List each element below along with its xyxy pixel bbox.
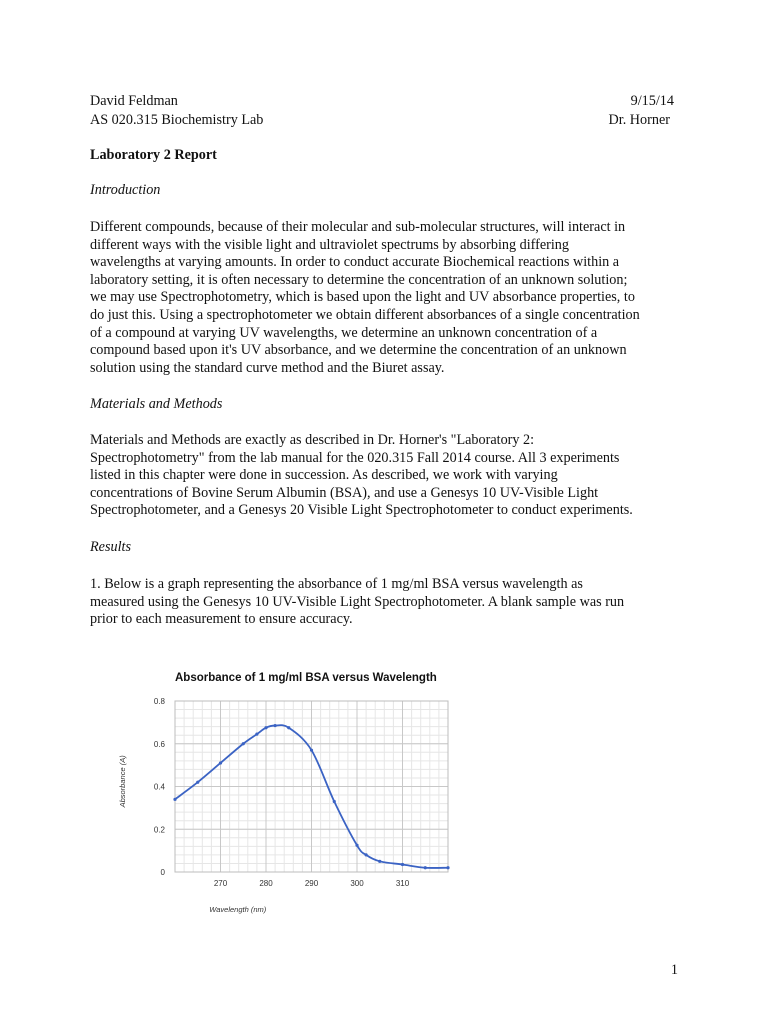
paragraph-line: different ways with the visible light and ultraviolet spectrums by absorbing differing [90,236,569,253]
paragraph-line: solution using the standard curve method and the Biuret assay. [90,359,445,376]
paragraph-line: 1. Below is a graph representing the absorbance of 1 mg/ml BSA versus wavelength as [90,576,583,592]
paragraph-line: listed in this chapter were done in succession. As described, we work with varying [90,467,558,484]
data-point [264,726,267,729]
paragraph-line: do just this. Using a spectrophotometer we obtain different absorbances of a single concentration [90,306,640,323]
paragraph-line: measured using the Genesys 10 UV-Visible Light Spectrophotometer. A blank sample was run [90,593,625,610]
paragraph-line: compound based upon it's UV absorbance, and we determine the concentration of an unknown [90,342,627,359]
data-point [446,866,449,869]
results-paragraph [90,576,680,629]
x-tick-label: 270 [213,879,228,888]
materials-heading: Materials and Methods [90,396,223,412]
header-row-1 [90,93,674,110]
paragraph-line: laboratory setting, it is often necessary to determine the concentration of an unknown solution; [90,271,628,288]
data-point [333,800,336,803]
data-point [274,724,277,727]
data-point [173,798,176,801]
paragraph-line: prior to each measurement to ensure accuracy. [90,611,353,628]
data-point [255,733,258,736]
data-point [424,866,427,869]
chart-title: Absorbance of 1 mg/ml BSA versus Wavelength [175,672,437,684]
paragraph-line: Materials and Methods are exactly as described in Dr. Horner's "Laboratory 2: [90,432,535,448]
y-tick-label: 0.4 [153,782,165,792]
paragraph-line: Different compounds, because of their molecular and sub-molecular structures, will interact in [90,219,626,235]
data-point [378,860,381,863]
paragraph-line: of a compound at varying UV wavelengths, we determine an unknown concentration of a [90,324,598,341]
data-point [310,749,313,752]
data-point [401,863,404,866]
x-tick-label: 280 [259,879,273,888]
header-row-2 [90,112,674,129]
paragraph-line: Spectrophotometer, and a Genesys 20 Visible Light Spectrophotometer to conduct experiments. [90,502,633,519]
paragraph-line: wavelengths at varying amounts. In order to conduct accurate Biochemical reactions within a [90,254,620,271]
author-name: David Feldman [90,93,178,109]
course-name: AS 020.315 Biochemistry Lab [90,112,264,128]
x-tick-label: 310 [395,879,410,888]
y-tick-label: 0.2 [153,825,165,835]
introduction-paragraph [90,219,680,377]
data-point [196,781,199,784]
y-tick-label: 0.8 [153,697,165,706]
absorbance-chart [108,664,468,924]
data-point [242,742,245,745]
data-point [287,726,290,729]
materials-paragraph [90,432,680,520]
instructor-name: Dr. Horner [608,112,670,128]
introduction-heading: Introduction [90,182,161,198]
y-tick-label: 0.6 [153,739,165,749]
report-title: Laboratory 2 Report [90,147,217,163]
x-tick-label: 290 [304,879,319,888]
data-point [365,853,368,856]
y-tick-label: 0 [160,868,165,877]
y-axis-label: Absorbance (A) [118,755,127,808]
data-point [219,761,222,764]
data-point [355,844,358,847]
chart-svg [108,664,468,924]
x-axis-label: Wavelength (nm) [209,905,267,914]
paragraph-line: concentrations of Bovine Serum Albumin (BSA), and use a Genesys 10 UV-Visible Light [90,484,599,501]
results-heading: Results [90,539,131,555]
paragraph-line: Spectrophotometry" from the lab manual for the 020.315 Fall 2014 course. All 3 experiments [90,449,620,466]
paragraph-line: we may use Spectrophotometry, which is based upon the light and UV absorbance properties, to [90,289,635,306]
page-number: 1 [670,962,678,978]
x-tick-label: 300 [350,879,364,888]
report-date: 9/15/14 [630,93,674,109]
